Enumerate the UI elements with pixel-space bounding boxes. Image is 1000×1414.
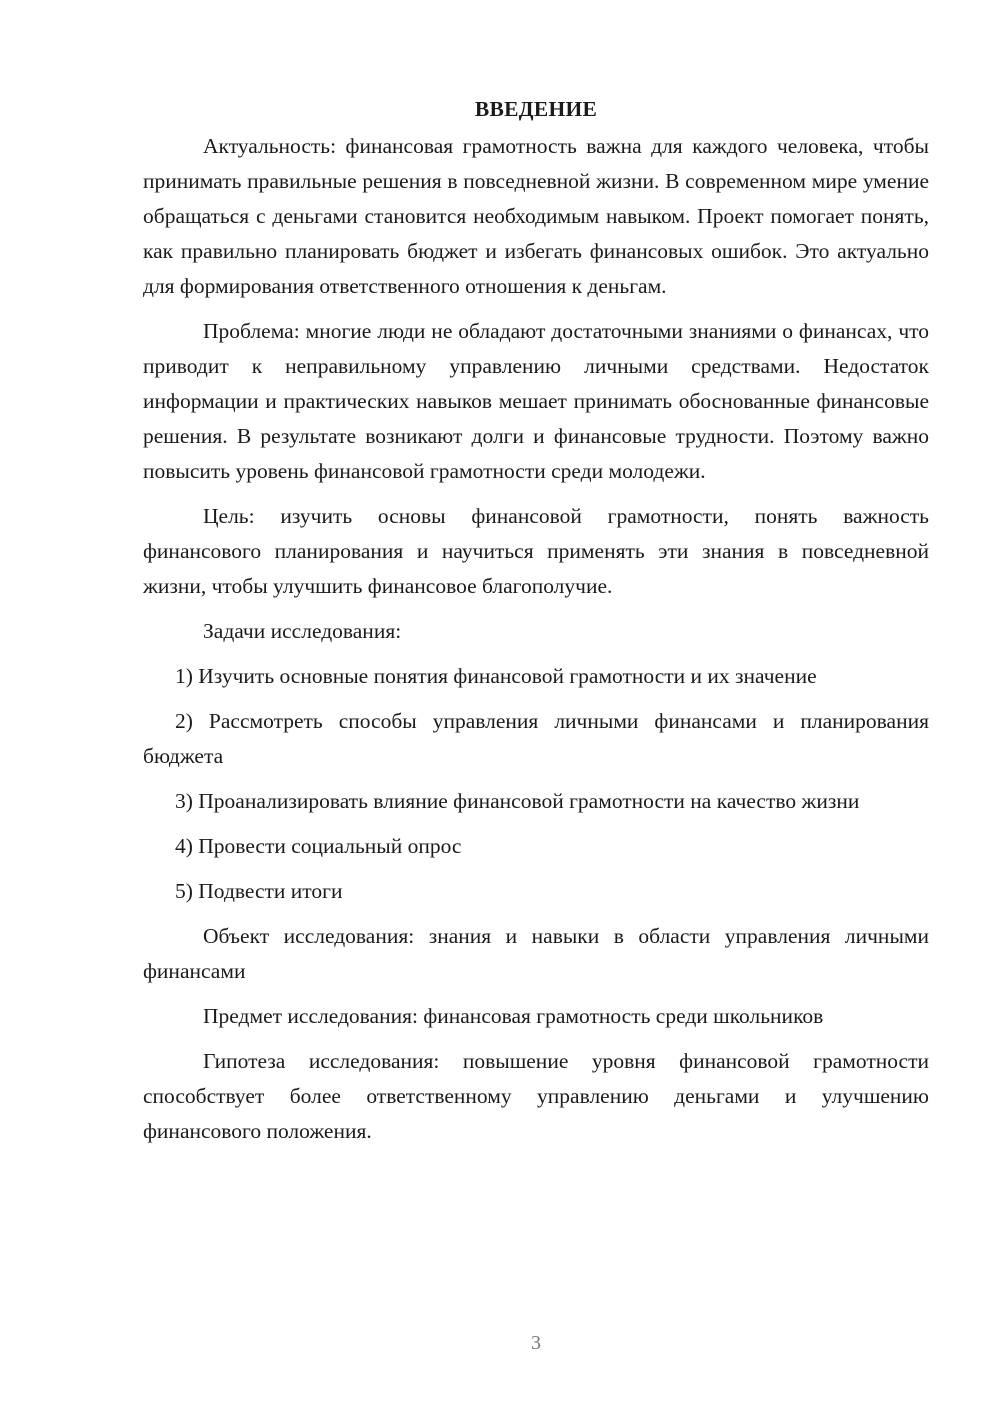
tasks-heading: Задачи исследования:	[203, 619, 402, 643]
task-item-1: 1) Изучить основные понятия финансовой грамотности и их значение	[175, 664, 817, 688]
task-item-4: 4) Провести социальный опрос	[175, 834, 462, 858]
page-content	[143, 92, 929, 1159]
paragraph-problem: Проблема: многие люди не обладают достаточными знаниями о финансах, что приводит к неправильному управлению личными средствами. Недостаток информации и практических навыков мешает принимать обоснованные финансовые решения. В результате возникают долги и финансовые трудности. Поэтому важно повысить уровень финансовой грамотности среди молодежи.	[143, 319, 929, 483]
page-number: 3	[531, 1332, 541, 1354]
task-item-5: 5) Подвести итоги	[175, 879, 343, 903]
page-title: ВВЕДЕНИЕ	[474, 97, 598, 121]
paragraph-hypothesis: Гипотеза исследования: повышение уровня финансовой грамотности способствует более ответственному управлению деньгами и улучшению финансового положения.	[143, 1049, 929, 1143]
paragraph-relevance: Актуальность: финансовая грамотность важна для каждого человека, чтобы принимать правильные решения в повседневной жизни. В современном мире умение обращаться с деньгами становится необходимым навыком. Проект помогает понять, как правильно планировать бюджет и избегать финансовых ошибок. Это актуально для формирования ответственного отношения к деньгам.	[143, 134, 929, 298]
task-item-3: 3) Проанализировать влияние финансовой грамотности на качество жизни	[175, 789, 860, 813]
paragraph-object: Объект исследования: знания и навыки в области управления личными финансами	[143, 924, 929, 983]
paragraph-goal: Цель: изучить основы финансовой грамотности, понять важность финансового планирования и научиться применять эти знания в повседневной жизни, чтобы улучшить финансовое благополучие.	[143, 504, 929, 598]
paragraph-subject: Предмет исследования: финансовая грамотность среди школьников	[203, 1004, 824, 1028]
task-item-2: 2) Рассмотреть способы управления личными финансами и планирования бюджета	[143, 709, 929, 768]
task-list	[143, 659, 929, 909]
